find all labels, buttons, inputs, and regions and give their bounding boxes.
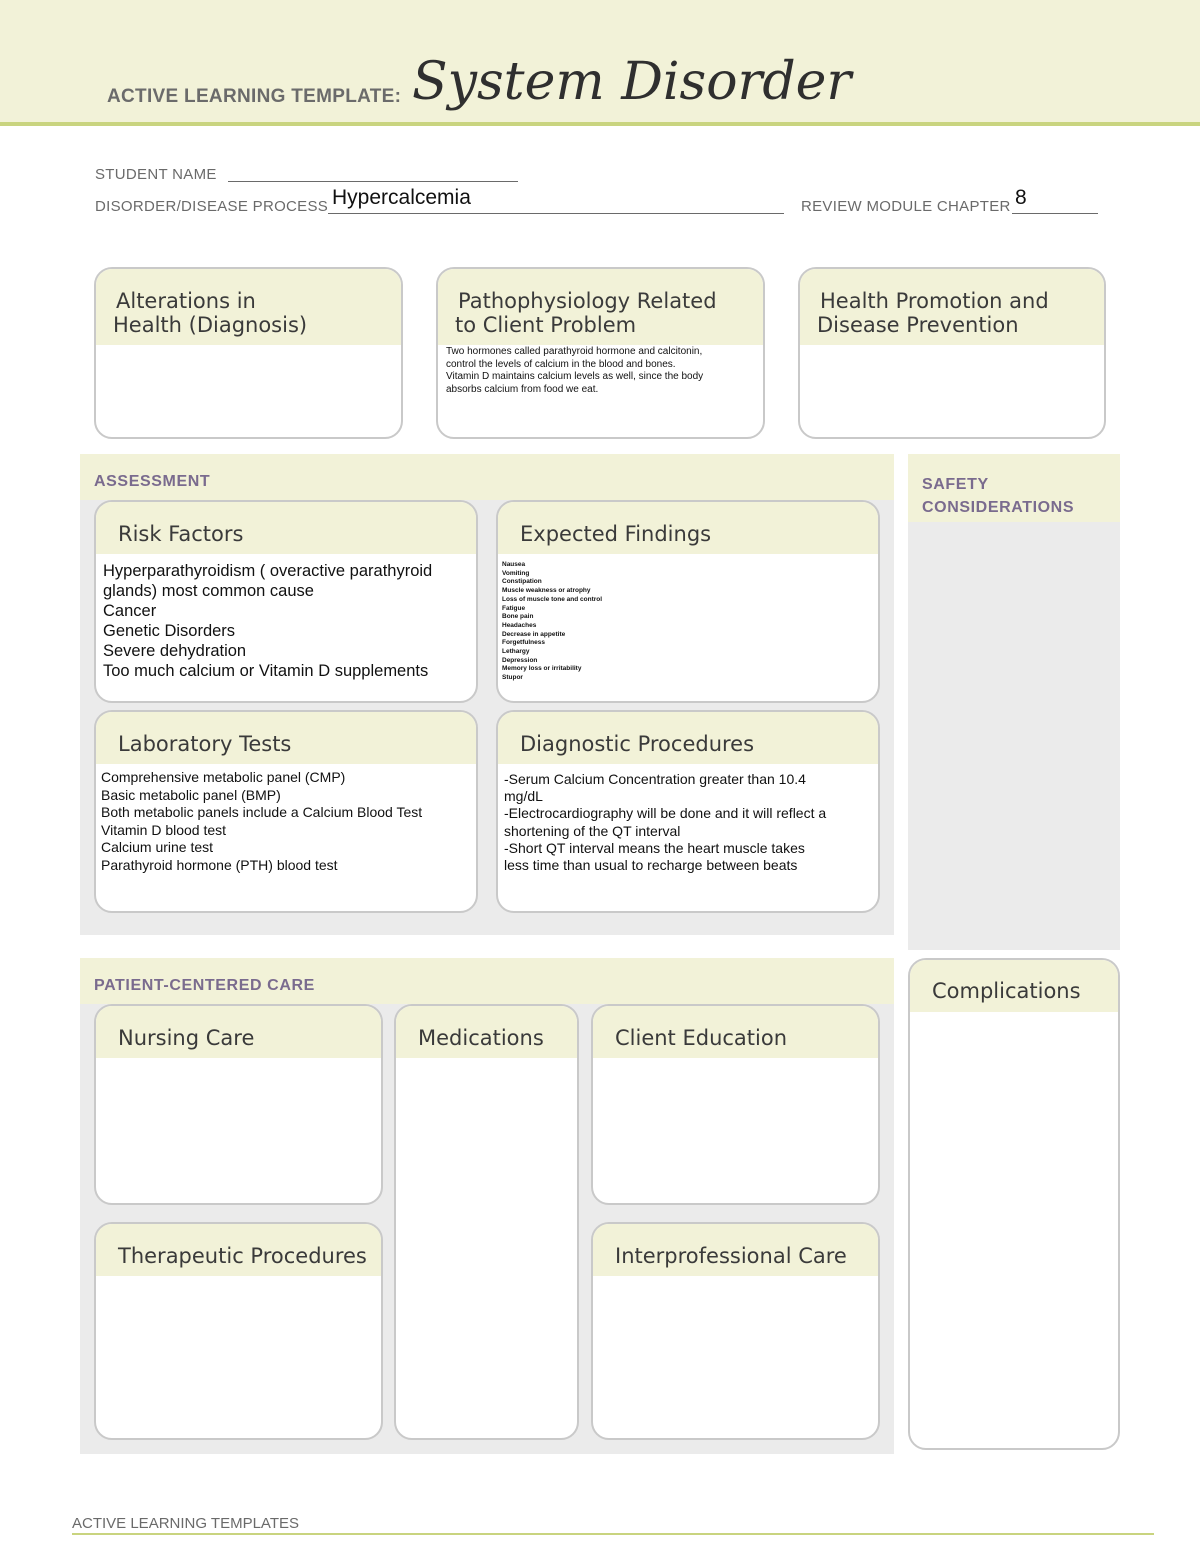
list-item: mg/dL bbox=[504, 788, 543, 805]
list-item: Hyperparathyroidism ( overactive parathyroid bbox=[103, 562, 433, 580]
medications-card bbox=[394, 1004, 579, 1440]
list-item: Calcium urine test bbox=[101, 839, 214, 855]
pathophysiology-title: Pathophysiology Related to Client Problem bbox=[438, 269, 763, 345]
list-item: Severe dehydration bbox=[103, 642, 247, 660]
list-item: Vitamin D maintains calcium levels as well, since the body bbox=[446, 371, 704, 382]
list-item: -Electrocardiography will be done and it will reflect a bbox=[504, 805, 827, 822]
assessment-heading: ASSESSMENT bbox=[94, 473, 211, 490]
safety-heading: SAFETY CONSIDERATIONS bbox=[922, 476, 1075, 516]
client-education-title: Client Education bbox=[593, 1006, 878, 1058]
list-item: Decrease in appetite bbox=[502, 630, 566, 638]
disorder-field[interactable] bbox=[328, 213, 784, 214]
therapeutic-procedures-card bbox=[94, 1222, 383, 1440]
risk-factors-body bbox=[96, 554, 476, 681]
list-item: Forgetfulness bbox=[502, 639, 545, 647]
complications-title: Complications bbox=[910, 960, 1118, 1012]
laboratory-tests-card bbox=[94, 710, 478, 913]
expected-findings-body bbox=[498, 554, 878, 683]
chapter-value: 8 bbox=[1015, 186, 1027, 209]
list-item: Memory loss or irritability bbox=[502, 665, 582, 673]
alterations-title: Alterations in Health (Diagnosis) bbox=[96, 269, 401, 345]
list-item: control the levels of calcium in the blood and bones. bbox=[446, 358, 676, 370]
pathophysiology-body bbox=[438, 345, 763, 396]
laboratory-tests-body bbox=[96, 764, 476, 874]
list-item: absorbs calcium from food we eat. bbox=[446, 383, 599, 395]
list-item: less time than usual to recharge between beats bbox=[504, 857, 798, 874]
list-item: Depression bbox=[502, 656, 538, 664]
list-item: glands) most common cause bbox=[103, 582, 314, 600]
nursing-care-card bbox=[94, 1004, 383, 1205]
interprofessional-care-card bbox=[591, 1222, 880, 1440]
list-item: Stupor bbox=[502, 674, 523, 682]
complications-card bbox=[908, 958, 1120, 1450]
list-item: Vomiting bbox=[502, 569, 530, 577]
diagnostic-procedures-title: Diagnostic Procedures bbox=[498, 712, 878, 764]
list-item: Constipation bbox=[502, 578, 542, 586]
list-item: -Serum Calcium Concentration greater than 10.4 bbox=[504, 771, 806, 787]
list-item: Muscle weakness or atrophy bbox=[502, 587, 591, 595]
chapter-field[interactable] bbox=[1012, 213, 1098, 214]
nursing-care-title: Nursing Care bbox=[96, 1006, 381, 1058]
list-item: Vitamin D blood test bbox=[101, 821, 227, 838]
list-item: Comprehensive metabolic panel (CMP) bbox=[101, 769, 346, 785]
diagnostic-procedures-body bbox=[498, 764, 878, 874]
disorder-label: DISORDER/DISEASE PROCESS bbox=[95, 198, 329, 215]
client-education-card bbox=[591, 1004, 880, 1205]
chapter-label: REVIEW MODULE CHAPTER bbox=[801, 198, 1011, 215]
list-item: shortening of the QT interval bbox=[504, 822, 681, 839]
list-item: Too much calcium or Vitamin D supplements bbox=[103, 662, 429, 680]
patient-care-heading: PATIENT-CENTERED CARE bbox=[94, 977, 315, 994]
list-item: Basic metabolic panel (BMP) bbox=[101, 786, 281, 803]
health-promotion-title: Health Promotion and Disease Prevention bbox=[800, 269, 1104, 345]
footer-rule bbox=[72, 1533, 1154, 1535]
diagnostic-procedures-card bbox=[496, 710, 880, 913]
list-item: Two hormones called parathyroid hormone and calcitonin, bbox=[446, 346, 703, 357]
list-item: Bone pain bbox=[502, 613, 534, 621]
list-item: Headaches bbox=[502, 621, 537, 629]
list-item: Fatigue bbox=[502, 604, 526, 612]
list-item: Nausea bbox=[502, 561, 526, 568]
health-promotion-card bbox=[798, 267, 1106, 439]
header-rule bbox=[0, 122, 1200, 126]
therapeutic-procedures-title: Therapeutic Procedures bbox=[96, 1224, 381, 1276]
list-item: Genetic Disorders bbox=[103, 622, 236, 640]
expected-findings-title: Expected Findings bbox=[498, 502, 878, 554]
laboratory-tests-title: Laboratory Tests bbox=[96, 712, 476, 764]
list-item: Loss of muscle tone and control bbox=[502, 595, 603, 603]
alterations-card bbox=[94, 267, 403, 439]
student-name-label: STUDENT NAME bbox=[95, 166, 217, 183]
list-item: Cancer bbox=[103, 602, 157, 620]
risk-factors-title: Risk Factors bbox=[96, 502, 476, 554]
list-item: Parathyroid hormone (PTH) blood test bbox=[101, 856, 338, 873]
list-item: Both metabolic panels include a Calcium Blood Test bbox=[101, 804, 423, 820]
pathophysiology-card bbox=[436, 267, 765, 439]
student-name-field[interactable] bbox=[228, 181, 518, 182]
medications-title: Medications bbox=[396, 1006, 577, 1058]
footer-label: ACTIVE LEARNING TEMPLATES bbox=[72, 1515, 299, 1532]
disorder-value: Hypercalcemia bbox=[332, 186, 471, 209]
template-title: System Disorder bbox=[412, 52, 852, 112]
safety-panel bbox=[908, 454, 1120, 950]
interprofessional-care-title: Interprofessional Care bbox=[593, 1224, 878, 1276]
list-item: -Short QT interval means the heart muscle takes bbox=[504, 839, 805, 856]
risk-factors-card bbox=[94, 500, 478, 703]
template-label: ACTIVE LEARNING TEMPLATE: bbox=[107, 86, 402, 107]
expected-findings-card bbox=[496, 500, 880, 703]
list-item: Lethargy bbox=[502, 648, 530, 656]
